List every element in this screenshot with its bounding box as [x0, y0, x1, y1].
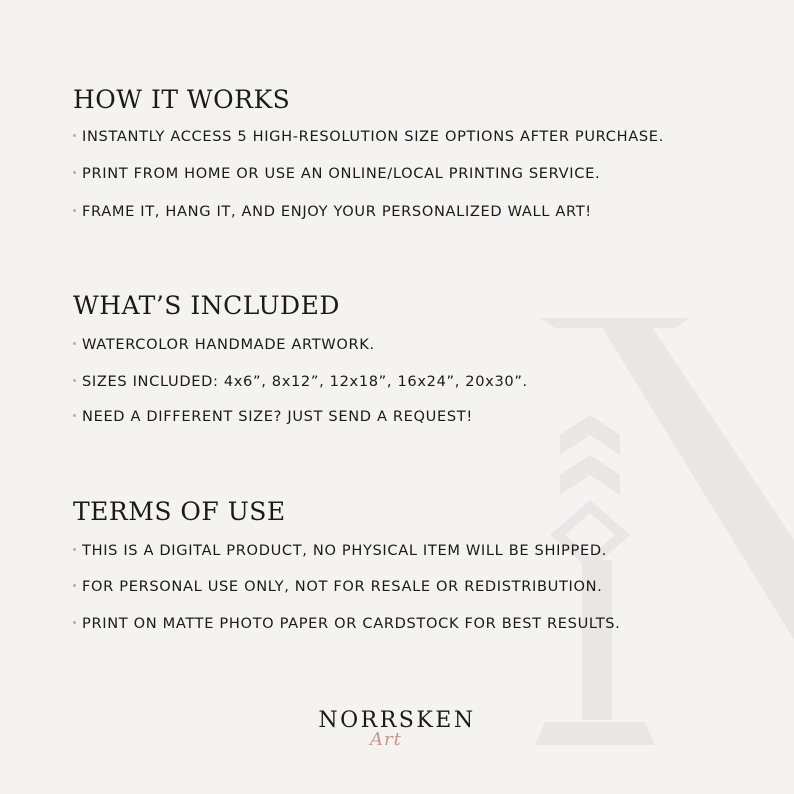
bullet-dot-icon — [73, 134, 76, 137]
section-terms-of-use — [73, 497, 621, 632]
logo-subtitle: Art — [370, 729, 402, 750]
list-item: WATERCOLOR HANDMADE ARTWORK. — [73, 336, 375, 354]
bullet-dot-icon — [73, 209, 76, 212]
bullet-dot-icon — [73, 584, 76, 587]
list-item: THIS IS A DIGITAL PRODUCT, NO PHYSICAL ITEM WILL BE SHIPPED. — [73, 542, 607, 560]
list-item: INSTANTLY ACCESS 5 HIGH-RESOLUTION SIZE OPTIONS AFTER PURCHASE. — [73, 128, 664, 146]
list-item: PRINT FROM HOME OR USE AN ONLINE/LOCAL PRINTING SERVICE. — [73, 165, 600, 183]
bullet-dot-icon — [73, 342, 76, 345]
section-heading: TERMS OF USE — [73, 497, 286, 526]
list-item: FRAME IT, HANG IT, AND ENJOY YOUR PERSONALIZED WALL ART! — [73, 203, 592, 221]
bullet-dot-icon — [73, 171, 76, 174]
bullet-dot-icon — [73, 621, 76, 624]
bullet-dot-icon — [73, 548, 76, 551]
bullet-dot-icon — [73, 414, 76, 417]
section-whats-included — [73, 291, 528, 425]
bullet-dot-icon — [73, 379, 76, 382]
brand-logo — [0, 708, 794, 750]
logo-wordmark: NORRSKEN — [318, 708, 476, 733]
list-item: SIZES INCLUDED: 4x6”, 8x12”, 12x18”, 16x24”, 20x30”. — [73, 373, 528, 391]
list-item: FOR PERSONAL USE ONLY, NOT FOR RESALE OR REDISTRIBUTION. — [73, 578, 602, 596]
list-item: NEED A DIFFERENT SIZE? JUST SEND A REQUEST! — [73, 408, 473, 426]
section-how-it-works — [73, 85, 664, 220]
list-item: PRINT ON MATTE PHOTO PAPER OR CARDSTOCK FOR BEST RESULTS. — [73, 615, 620, 633]
section-heading: WHAT’S INCLUDED — [73, 291, 340, 320]
section-heading: HOW IT WORKS — [73, 85, 291, 114]
